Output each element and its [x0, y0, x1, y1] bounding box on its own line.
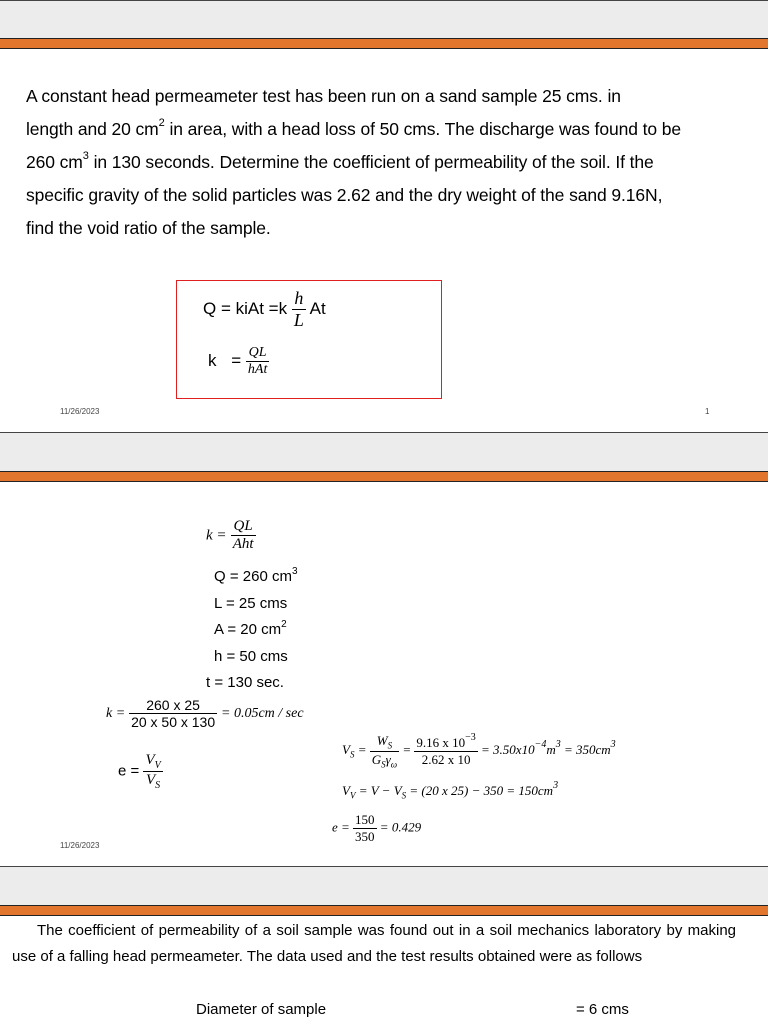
- t-value: t = 130 sec.: [206, 674, 284, 691]
- vs-calculation: $V_S$ = $\frac{W_S}{G_S\gamma_\omega}$ = $\frac{9.16 x 10^{-3}}{2.62 x 10}$ = $3.50x10^{-4}m^3 = 350cm^3$: [342, 731, 616, 770]
- slide1-date: 11/26/2023: [60, 407, 100, 416]
- slide1-problem-text: A constant head permeameter test has been run on a sand sample 25 cms. in length and 20 $cm^2$ in area, with a head loss of 50 cms. The discharge was found to be 260 $cm^3$ in 130 seconds. Determine the coefficient of permeability of the soil. If the specific gravity of the solid particles was 2.62 and the dry weight of the sand 9.16N, find the void ratio of the sample.: [26, 86, 682, 238]
- slide1-accent-bar: [0, 38, 768, 49]
- slide2-title-band: [0, 432, 768, 471]
- k-definition: k = $\frac{QL}{\text{Aht}}$: [206, 518, 254, 552]
- formula-k: k = $\frac{QL}{\text{hAt}}$: [208, 345, 268, 377]
- slide2-date: 11/26/2023: [60, 841, 100, 850]
- e-calculation: e = $\frac{150}{350}$ = 0.429: [332, 812, 422, 844]
- l-value: L = 25 cms: [214, 595, 288, 612]
- slide3-row-label: Diameter of sample: [196, 1001, 327, 1018]
- slide1-page-number: 1: [705, 407, 710, 416]
- slide3-accent-bar: [0, 905, 768, 916]
- formula-q: Q = kiAt =k $\frac{h}{L}$ At: [203, 288, 326, 330]
- h-value: h = 50 cms: [214, 648, 288, 665]
- e-definition: e = $\frac{V_V}{V_S}$: [118, 752, 161, 791]
- slide3-title-band: [0, 866, 768, 905]
- slide2-accent-bar: [0, 471, 768, 482]
- q-value: Q = 260 $cm^3$: [214, 566, 298, 585]
- slide1-title-band: [0, 0, 768, 38]
- slide3-row-value: = 6 cms: [576, 1001, 629, 1018]
- vv-calculation: $V_V = V - V_S = (20$ x $25) - 350 = 150cm^3$: [342, 780, 559, 801]
- slide3-problem-text: The coefficient of permeability of a soil sample was found out in a soil mechanics laboratory by making use of a falling head permeameter. The data used and the test results obtained were as follows: [12, 922, 736, 965]
- a-value: A = 20 $cm^2$: [214, 619, 287, 638]
- k-calculation: k = $\frac{260 x 25}{20 x 50 x 130}$ = 0.05cm / sec: [106, 697, 304, 730]
